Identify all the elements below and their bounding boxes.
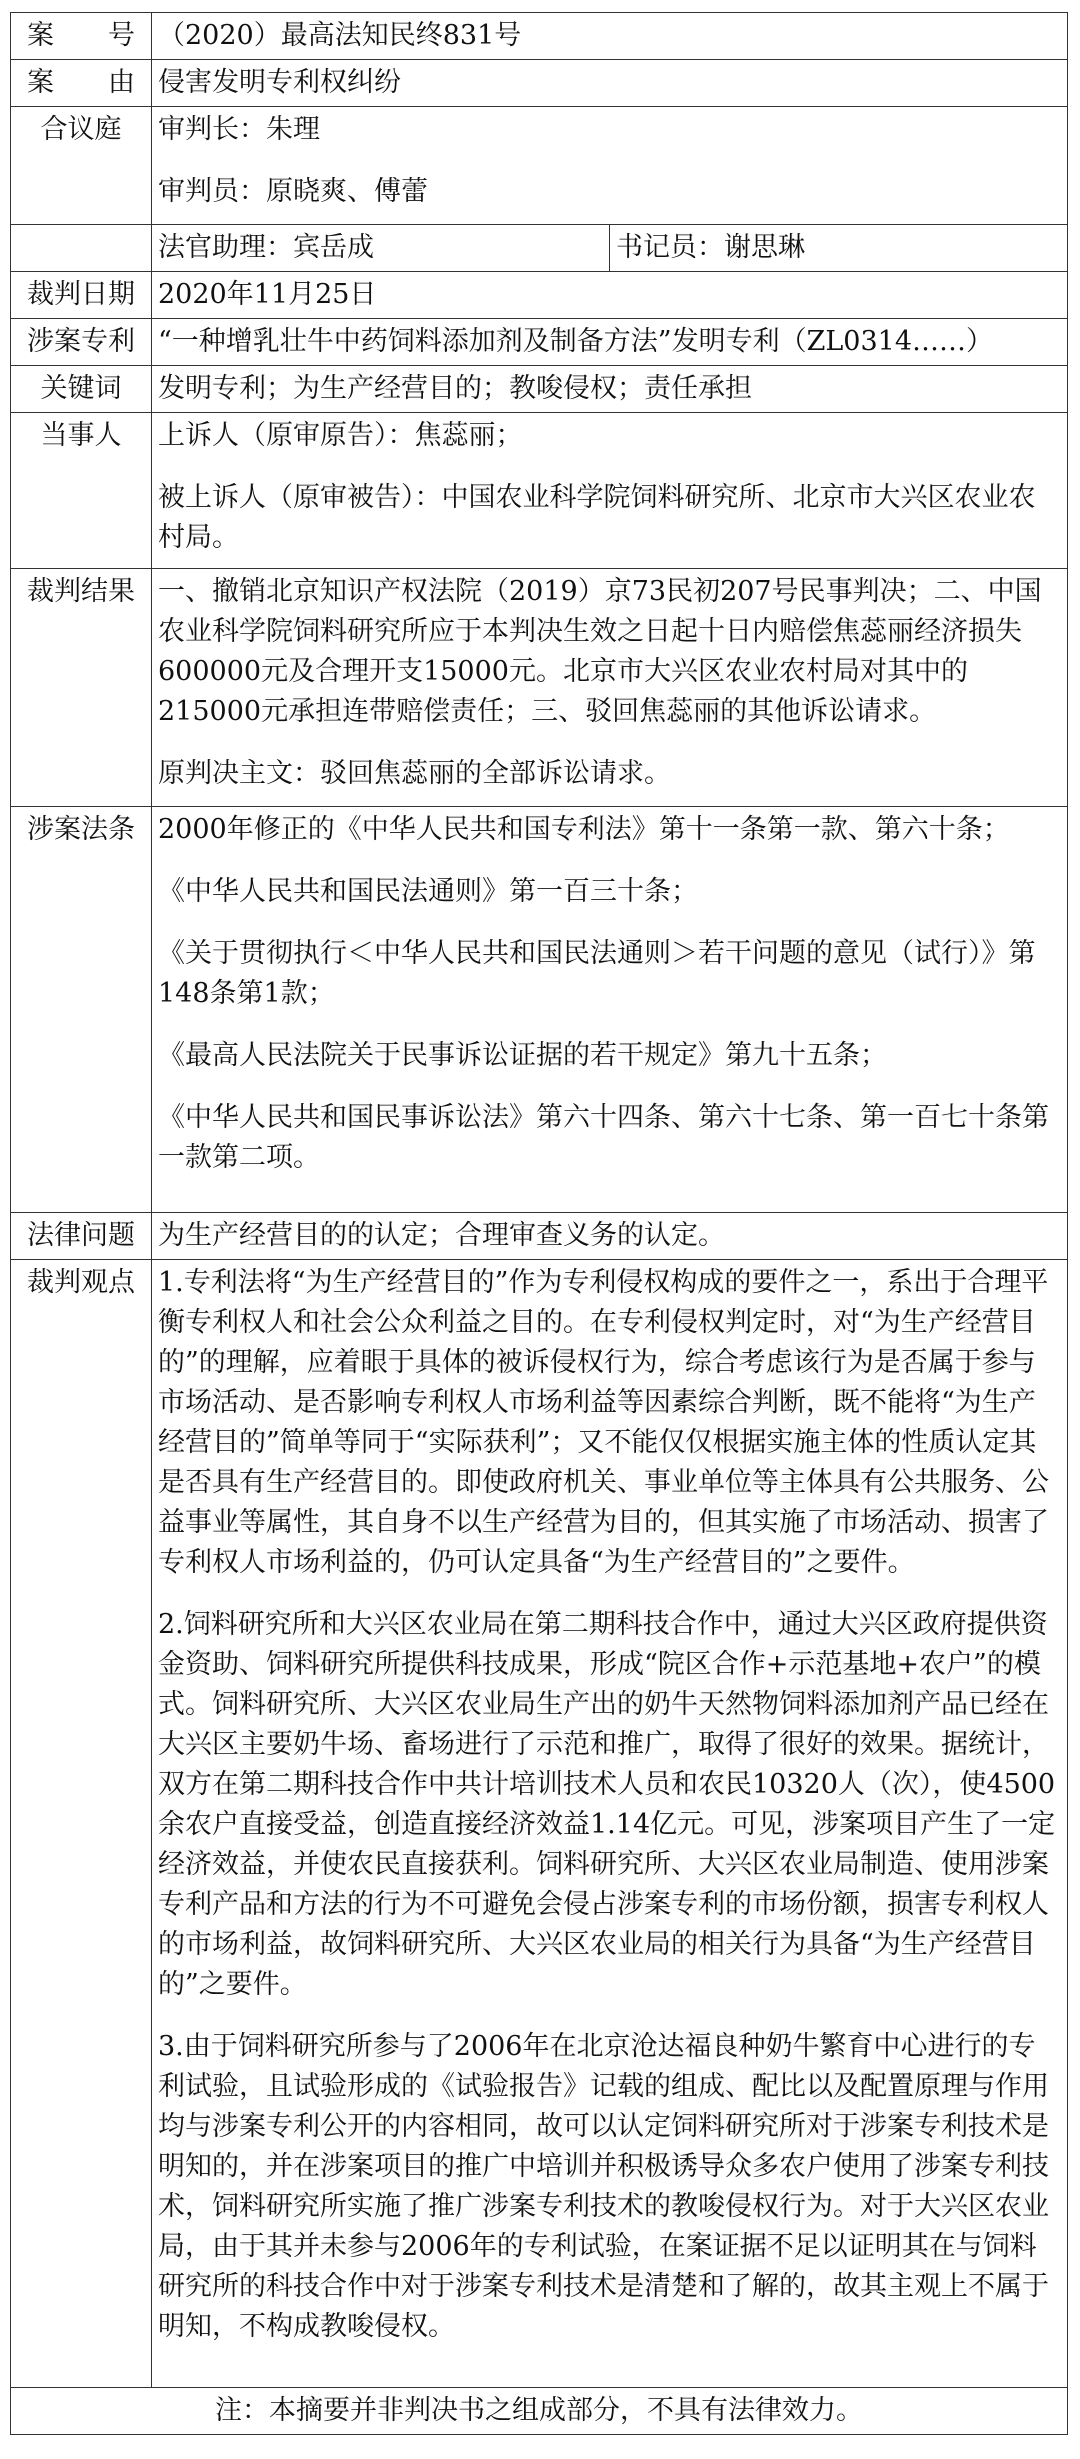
label-laws: 涉案法条 bbox=[11, 807, 152, 1213]
panel-presiding: 审判长：朱理 bbox=[158, 114, 320, 145]
row-cause bbox=[11, 60, 1068, 107]
value-keywords: 发明专利；为生产经营目的；教唆侵权；责任承担 bbox=[152, 366, 1068, 413]
panel-judges: 审判员：原晓爽、傅蕾 bbox=[158, 176, 428, 207]
opinion-paragraph: 1.专利法将“为生产经营目的”作为专利侵权构成的要件之一，系出于合理平衡专利权人和社会公众利益之目的。在专利侵权判定时，对“为生产经营目的”的理解，应着眼于具体的被诉侵权行为，综合考虑该行为是否属于参与市场活动、是否影响专利权人市场利益等因素综合判断，既不能将“为生产经营目的”简单等同于“实际获利”；又不能仅仅根据实施主体的性质认定其是否具有生产经营目的。即使政府机关、事业单位等主体具有公共服务、公益事业等属性，其自身不以生产经营为目的，但其实施了市场活动、损害了专利权人市场利益的，仍可认定具备“为生产经营目的”之要件。 bbox=[158, 1267, 1049, 1578]
row-date bbox=[11, 272, 1068, 319]
label-case-no: 案 号 bbox=[11, 13, 152, 60]
party-appellant: 上诉人（原审原告）：焦蕊丽； bbox=[158, 420, 523, 451]
opinion-paragraph: 2.饲料研究所和大兴区农业局在第二期科技合作中，通过大兴区政府提供资金资助、饲料研究所提供科技成果，形成“院区合作+示范基地+农户”的模式。饲料研究所、大兴区农业局生产出的奶牛天然物饲料添加剂产品已经在大兴区主要奶牛场、畜场进行了示范和推广，取得了很好的效果。据统计，双方在第二期科技合作中共计培训技术人员和农民10320人（次），使4500余农户直接受益，创造直接经济效益1.14亿元。可见，涉案项目产生了一定经济效益，并使农民直接获利。饲料研究所、大兴区农业局制造、使用涉案专利产品和方法的行为不可避免会侵占涉案专利的市场份额，损害专利权人的市场利益，故饲料研究所、大兴区农业局的相关行为具备“为生产经营目的”之要件。 bbox=[158, 1609, 1056, 2000]
row-result bbox=[11, 569, 1068, 807]
law-item: 《中华人民共和国民事诉讼法》第六十四条、第六十七条、第一百七十条第一款第二项。 bbox=[158, 1102, 1049, 1173]
label-cause: 案 由 bbox=[11, 60, 152, 107]
value-assistant: 法官助理：宾岳成 bbox=[152, 225, 610, 272]
value-issues: 为生产经营目的的认定；合理审查义务的认定。 bbox=[152, 1213, 1068, 1260]
value-result bbox=[152, 569, 1068, 807]
value-parties bbox=[152, 413, 1068, 569]
label-issues: 法律问题 bbox=[11, 1213, 152, 1260]
label-opinion: 裁判观点 bbox=[11, 1260, 152, 2388]
value-case-no: （2020）最高法知民终831号 bbox=[152, 13, 1068, 60]
label-keywords: 关键词 bbox=[11, 366, 152, 413]
law-item: 2000年修正的《中华人民共和国专利法》第十一条第一款、第六十条； bbox=[158, 814, 1010, 845]
result-text: 一、撤销北京知识产权法院（2019）京73民初207号民事判决；二、中国农业科学院饲料研究所应于本判决生效之日起十日内赔偿焦蕊丽经济损失600000元及合理开支15000元。北京市大兴区农业农村局对其中的215000元承担连带赔偿责任；三、驳回焦蕊丽的其他诉讼请求。 bbox=[158, 576, 1042, 727]
row-keywords bbox=[11, 366, 1068, 413]
value-date: 2020年11月25日 bbox=[152, 272, 1068, 319]
law-item: 《中华人民共和国民法通则》第一百三十条； bbox=[158, 876, 698, 907]
value-laws bbox=[152, 807, 1068, 1213]
label-panel: 合议庭 bbox=[11, 107, 152, 225]
value-cause: 侵害发明专利权纠纷 bbox=[152, 60, 1068, 107]
party-appellee: 被上诉人（原审被告）：中国农业科学院饲料研究所、北京市大兴区农业农村局。 bbox=[158, 482, 1036, 553]
label-date: 裁判日期 bbox=[11, 272, 152, 319]
value-patent: “一种增乳壮牛中药饲料添加剂及制备方法”发明专利（ZL0314……） bbox=[152, 319, 1068, 366]
row-opinion bbox=[11, 1260, 1068, 2388]
value-panel bbox=[152, 107, 1068, 225]
law-item: 《最高人民法院关于民事诉讼证据的若干规定》第九十五条； bbox=[158, 1040, 887, 1071]
result-original: 原判决主文：驳回焦蕊丽的全部诉讼请求。 bbox=[158, 758, 671, 789]
row-laws bbox=[11, 807, 1068, 1213]
footnote: 注：本摘要并非判决书之组成部分，不具有法律效力。 bbox=[11, 2388, 1068, 2435]
label-parties: 当事人 bbox=[11, 413, 152, 569]
row-footnote bbox=[11, 2388, 1068, 2435]
row-clerks bbox=[11, 225, 1068, 272]
opinion-paragraph: 3.由于饲料研究所参与了2006年在北京沧达福良种奶牛繁育中心进行的专利试验，且试验形成的《试验报告》记载的组成、配比以及配置原理与作用均与涉案专利公开的内容相同，故可以认定饲料研究所对于涉案专利技术是明知的，并在涉案项目的推广中培训并积极诱导众多农户使用了涉案专利技术，饲料研究所实施了推广涉案专利技术的教唆侵权行为。对于大兴区农业局，由于其并未参与2006年的专利试验，在案证据不足以证明其在与饲料研究所的科技合作中对于涉案专利技术是清楚和了解的，故其主观上不属于明知，不构成教唆侵权。 bbox=[158, 2031, 1049, 2342]
law-item: 《关于贯彻执行＜中华人民共和国民法通则＞若干问题的意见（试行）》第148条第1款； bbox=[158, 938, 1036, 1009]
case-summary-table bbox=[10, 12, 1068, 2435]
value-opinion bbox=[152, 1260, 1068, 2388]
label-result: 裁判结果 bbox=[11, 569, 152, 807]
row-parties bbox=[11, 413, 1068, 569]
label-clerks-empty bbox=[11, 225, 152, 272]
row-case-no bbox=[11, 13, 1068, 60]
row-panel bbox=[11, 107, 1068, 225]
value-recorder: 书记员：谢思琳 bbox=[610, 225, 1068, 272]
row-issues bbox=[11, 1213, 1068, 1260]
label-patent: 涉案专利 bbox=[11, 319, 152, 366]
row-patent bbox=[11, 319, 1068, 366]
